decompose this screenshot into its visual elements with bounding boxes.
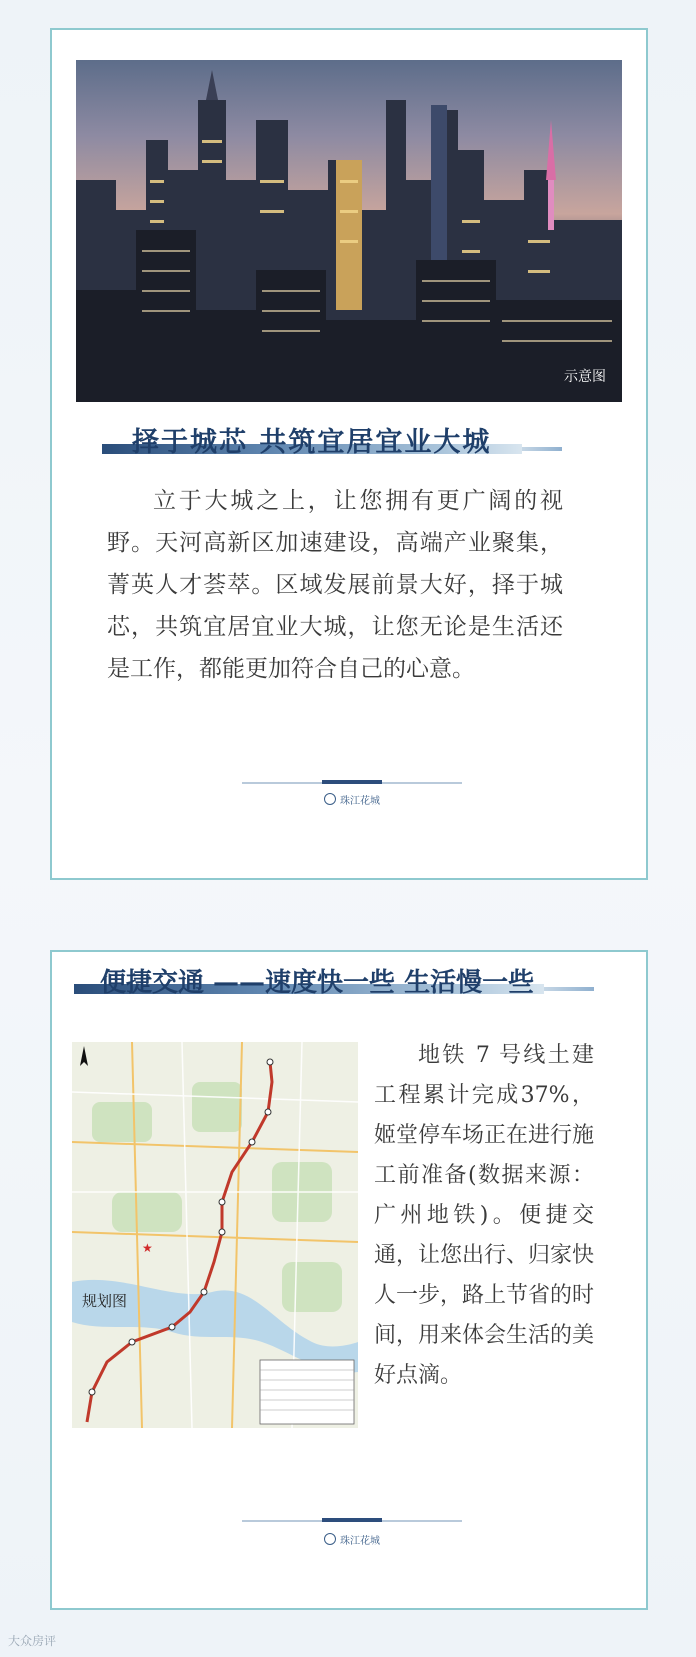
section2-title: 便捷交通 ——速度快一些 生活慢一些 [100,968,535,998]
brand-logo [312,788,392,810]
intro-card [50,28,648,880]
heading-underline-tail [544,987,594,991]
photo-caption: 示意图 [564,369,606,385]
section1-heading [52,402,646,462]
heading-underline-tail [522,447,562,451]
metro-plan-map [72,1042,358,1428]
watermark: 大众房评 [8,1634,57,1648]
section2-paragraph: 地铁 7 号线土建工程累计完成37%，姬堂停车场正在进行施工前准备(数据来源：广州地铁)。便捷交通，让您出行、归家快人一步，路上节省的时间，用来体会生活的美好点滴。 [374,1043,595,1388]
city-skyline-photo [76,60,622,402]
transport-card [50,950,648,1610]
divider [242,782,462,784]
logo-text: 珠江花城 [340,795,380,807]
map-label: 规划图 [82,1292,128,1310]
divider-accent [322,780,382,784]
divider [242,1520,462,1522]
section1-paragraph: 立于大城之上，让您拥有更广阔的视野。天河高新区加速建设，高端产业聚集，菁英人才荟萃。区域发展前景大好，择于城芯，共筑宜居宜业大城，让您无论是生活还是工作，都能更加符合自己的心意。 [107,488,563,682]
svg-text:★: ★ [142,1241,153,1255]
divider-accent [322,1518,382,1522]
logo-text: 珠江花城 [340,1535,380,1547]
section1-title: 择于城芯 共筑宜居宜业大城 [132,427,492,458]
section2-heading [52,952,646,1032]
logo-emblem-icon [324,1533,336,1545]
logo-emblem-icon [324,793,336,805]
brand-logo [312,1528,392,1550]
